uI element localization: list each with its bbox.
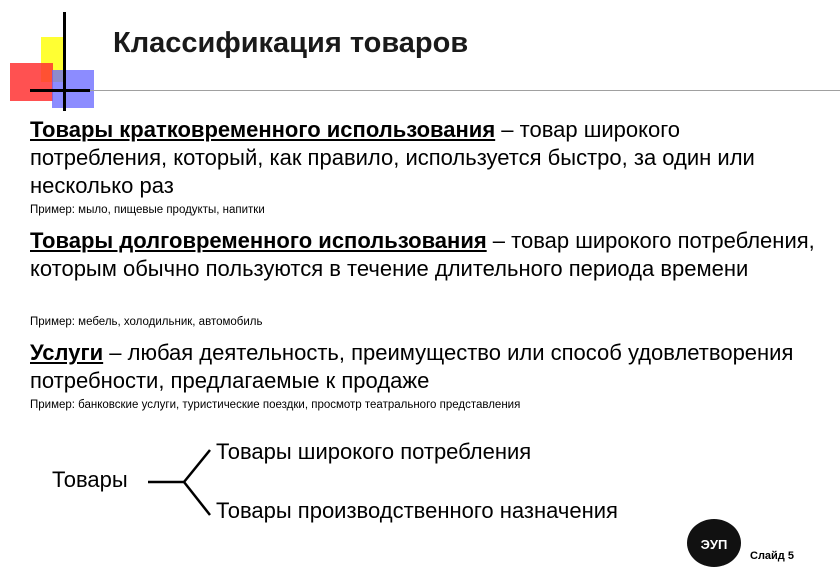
decor-horizontal-line [30,89,90,92]
example-3: Пример: банковские услуги, туристические поездки, просмотр театрального представления [30,399,521,411]
definition-paragraph-3 [30,339,820,395]
title-underline [30,90,840,91]
definition-paragraph-1 [30,116,820,200]
term-1: Товары кратковременного использования [30,117,496,142]
tree-connector [148,445,218,520]
definition-1: – товар широкого потребления, который, как правило, используется быстро, за один или несколько раз [30,117,755,198]
term-2: Товары долговременного использования [30,228,487,253]
definition-3: – любая деятельность, преимущество или способ удовлетворения потребности, предлагаемые к продаже [30,340,794,393]
definition-2: – товар широкого потребления, которым обычно пользуются в течение длительного периода времени [30,228,815,281]
logo-text: ЭУП [700,537,728,552]
tree-branch-2: Товары производственного назначения [216,498,618,523]
decor-red-square [10,63,53,101]
example-1: Пример: мыло, пищевые продукты, напитки [30,204,265,216]
slide-number: Слайд 5 [750,550,794,562]
page-title: Классификация товаров [113,27,469,59]
term-3: Услуги [30,340,104,365]
tree-branch-1: Товары широкого потребления [216,439,532,464]
decor-vertical-line [63,12,66,111]
tree-root: Товары [52,467,128,492]
definition-paragraph-2 [30,227,820,283]
example-2: Пример: мебель, холодильник, автомобиль [30,316,263,328]
